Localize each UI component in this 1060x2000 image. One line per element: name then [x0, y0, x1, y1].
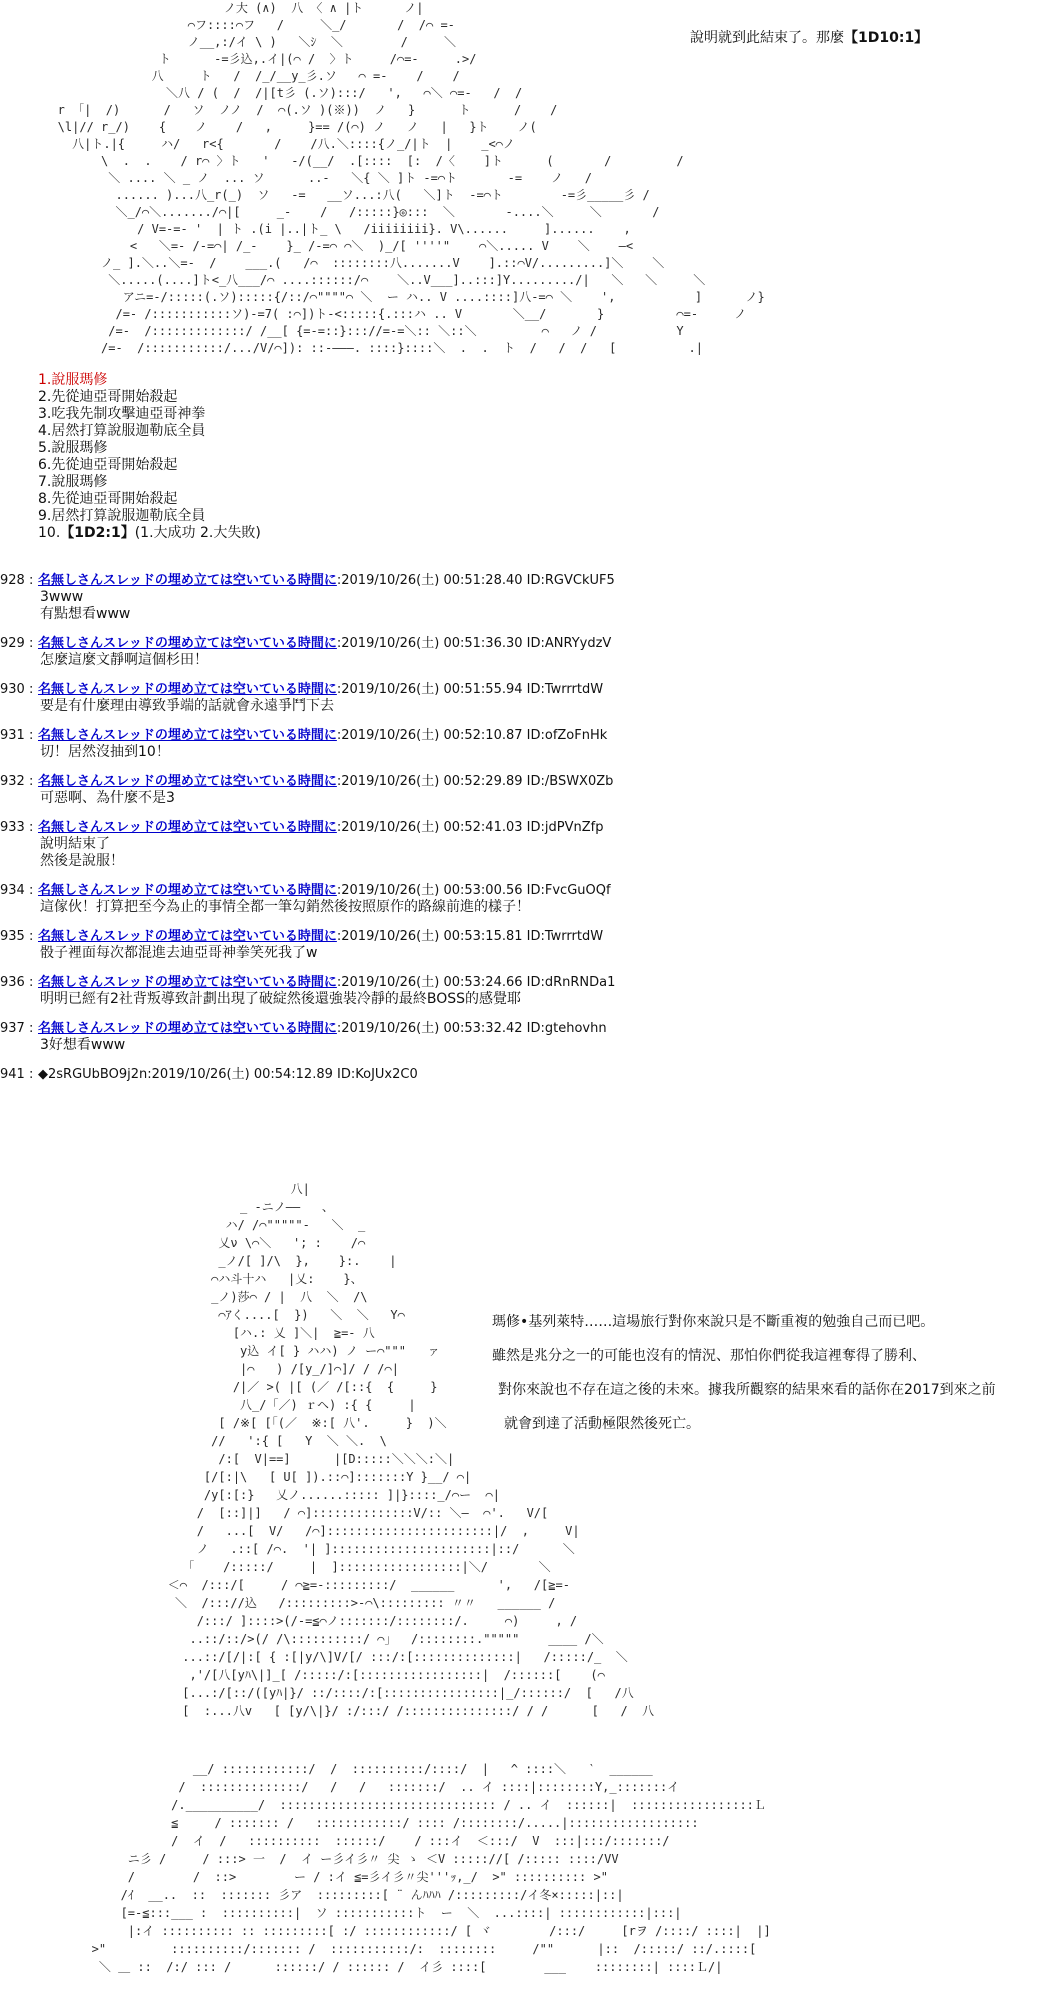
post-author-link[interactable]: 名無しさんスレッドの埋め立ては空いている時間に	[38, 975, 337, 990]
post-header	[0, 975, 1060, 991]
post-body	[0, 945, 1060, 962]
narration-text	[492, 1305, 996, 1441]
post-body	[0, 899, 1060, 916]
post-meta: :2019/10/26(土) 00:53:24.66 ID:dRnRNDa1	[336, 975, 616, 990]
top-note-dice: 【1D10:1】	[844, 30, 929, 46]
post-number[interactable]: 935 :	[0, 929, 34, 944]
post-header	[0, 636, 1060, 652]
post-body	[0, 1037, 1060, 1054]
post-line: 這傢伙！打算把至今為止的事情全都一筆勾銷然後按照原作的路線前進的樣子！	[40, 899, 530, 915]
post-body	[0, 589, 1060, 623]
post-number[interactable]: 937 :	[0, 1021, 34, 1036]
post-author-link[interactable]: 名無しさんスレッドの埋め立ては空いている時間に	[38, 774, 337, 789]
post-header	[0, 774, 1060, 790]
post	[0, 728, 1060, 761]
top-note-text: 說明就到此結束了。那麼	[690, 30, 844, 46]
post-author-link[interactable]: 名無しさんスレッドの埋め立ては空いている時間に	[38, 929, 337, 944]
post-number[interactable]: 936 :	[0, 975, 34, 990]
post-line: 3www	[40, 589, 84, 605]
post	[0, 774, 1060, 807]
post-number[interactable]: 941 :	[0, 1067, 34, 1082]
top-note	[690, 30, 928, 47]
post-author-link[interactable]: 名無しさんスレッドの埋め立ては空いている時間に	[38, 728, 337, 743]
post-line: 說明結束了	[40, 836, 110, 852]
choice-item-10	[38, 525, 261, 542]
post-header	[0, 1021, 1060, 1037]
narration-line: 對你來說也不存在這之後的未來。據我所觀察的結果來看的話你在2017到來之前	[498, 1382, 996, 1398]
post-header	[0, 573, 1060, 589]
post	[0, 573, 1060, 623]
post-line: 骰子裡面每次都混進去迪亞哥神拳笑死我了w	[40, 945, 318, 961]
post-meta: :2019/10/26(土) 00:51:55.94 ID:TwrrrtdW	[336, 682, 604, 697]
post-author-link[interactable]: 名無しさんスレッドの埋め立ては空いている時間に	[38, 636, 337, 651]
post	[0, 975, 1060, 1008]
post-author-link[interactable]: 名無しさんスレッドの埋め立ては空いている時間に	[38, 682, 337, 697]
post-number[interactable]: 932 :	[0, 774, 34, 789]
post-meta: :2019/10/26(土) 00:53:00.56 ID:FvcGuOQf	[336, 883, 611, 898]
choice-list	[38, 372, 261, 542]
post-meta: :2019/10/26(土) 00:52:29.89 ID:/BSWX0Zb	[336, 774, 614, 789]
post-line: 要是有什麼理由導致爭端的話就會永遠爭鬥下去	[40, 698, 334, 714]
post-header	[0, 728, 1060, 744]
post-meta: :2019/10/26(土) 00:53:15.81 ID:TwrrrtdW	[336, 929, 604, 944]
post-line: 可惡啊、為什麼不是3	[40, 790, 175, 806]
post-header	[0, 1067, 1060, 1083]
post-number[interactable]: 930 :	[0, 682, 34, 697]
post-body	[0, 790, 1060, 807]
post-author-link[interactable]: 名無しさんスレッドの埋め立ては空いている時間に	[38, 1021, 337, 1036]
post-line: 然後是說服！	[40, 853, 124, 869]
choice-10-suffix: (1.大成功 2.大失敗)	[134, 525, 261, 541]
post-line: 切！居然沒抽到10！	[40, 744, 170, 760]
choice-10-prefix: 10.	[38, 525, 61, 541]
ascii-art-top: ノ大 (∧) 八 〈 ∧ |ト ノ| ⌒フ::::⌒フ / ＼_/ / /⌒ =- ノ__,:/イ \ ) ＼ｼ ＼ / ＼ ト -=彡込,.イ|(⌒ / 〉ト /⌒=- .>/ 八 ト / /_/__y_彡.ソ ⌒ =- / / ＼八 / ( / /|[t彡 (.ソ):::/ ', ⌒＼ ⌒=- / / r 「| /) / ソ ノノ / ⌒(.ソ )(※)) ノ } ト / / \l|// r_/) { ノ / , }== /(⌒) ノ ノ | }ト ノ( 八|ト.|{ ハ/ r<{ / /八.＼::::{ノ_/|ト | _<⌒ノ \ . . / r⌒ 〉ト ' -/(__/ .[:::: [: /〈 ]ト ( / / ＼ .... ＼ _ ノ ... ソ ..- ＼{ ＼ ]ト -=⌒ト -= ノ / ...... )...八_r(_) ソ -= __ソ...:八( ＼]ト -=⌒ト -=彡_____彡 / ＼_/⌒＼......./⌒|[ _- / /:::::}◎::: ＼ -....＼ ＼ / / V=-=- ' | ト .(i |..|ト_ \ /iiiiiiii}. V\...... ]...... , < ＼=- /-=⌒| /_- }_ /-=⌒ ⌒＼ )_/[ ''''" ⌒＼..... V ＼ —< ノ_ ].＼..＼=- / ___.( /⌒ ::::::::八.......V ].::⌒V/.........]＼ ＼ ＼.....(....]ト<_八___/⌒ ....::::::/⌒ ＼..V___]..:::]Y........./| ＼ ＼ ＼ アニ=-/:::::(.ソ):::::{/::/⌒""""⌒ ＼ ー ハ.. V ....::::]八-=⌒ ＼ ', ] ノ} /=- /:::::::::::ソ)-=7( :⌒])ト-<:::::{.:::ハ .. V ＼__/ } ⌒=- ノ /=- /:::::::::::::/ /__[ {=-=::}::://=-=＼:: ＼::＼ ⌒ ノ / Y /=- /:::::::::::/.../V/⌒]): ::-———. ::::}::::＼ . . ト / / / [ .|	[57, 1, 765, 355]
choice-item: 7.說服瑪修	[38, 474, 108, 490]
post-author-link[interactable]: 名無しさんスレッドの埋め立ては空いている時間に	[38, 883, 337, 898]
post	[0, 682, 1060, 715]
post	[0, 883, 1060, 916]
post-header	[0, 929, 1060, 945]
post-author-link[interactable]: 名無しさんスレッドの埋め立ては空いている時間に	[38, 573, 337, 588]
narration-line: 雖然是兆分之一的可能也沒有的情況、那怕你們從我這裡奪得了勝利、	[492, 1348, 926, 1364]
choice-item: 3.吃我先制攻擊迪亞哥神拳	[38, 406, 206, 422]
post-meta: :2019/10/26(土) 00:53:32.42 ID:gtehovhn	[336, 1021, 607, 1036]
choice-10-dice: 【1D2:1】	[60, 525, 135, 541]
post-line: 明明已經有2社背叛導致計劃出現了破綻然後還強裝冷靜的最終BOSS的感覺耶	[40, 991, 522, 1007]
post-meta: :2019/10/26(土) 00:51:28.40 ID:RGVCkUF5	[336, 573, 615, 588]
choice-item: 1.說服瑪修	[38, 372, 108, 388]
choice-item: 8.先從迪亞哥開始殺起	[38, 491, 178, 507]
post-body	[0, 836, 1060, 870]
post	[0, 636, 1060, 669]
post	[0, 820, 1060, 870]
post-meta: :2019/10/26(土) 00:52:10.87 ID:ofZoFnHk	[336, 728, 608, 743]
post-body	[0, 991, 1060, 1008]
post-meta: :2019/10/26(土) 00:51:36.30 ID:ANRYydzV	[336, 636, 612, 651]
post-number[interactable]: 933 :	[0, 820, 34, 835]
post-number[interactable]: 934 :	[0, 883, 34, 898]
post-line: 3好想看www	[40, 1037, 126, 1053]
post-author	[0, 1067, 1060, 1083]
post-body	[0, 652, 1060, 669]
narration-line: 就會到達了活動極限然後死亡。	[504, 1416, 700, 1432]
ascii-art-character: 八| _ -ニノ—— 、 ハ/ /⌒"""""- ＼ _ 乂ν \⌒＼ '; : /⌒ _ノ/[ ]/\ }, }:. | ⌒ハ斗十ハ |乂: }、 _ノ)莎⌒ / | 八 ＼ /\ ⌒ｱく....[ }) ＼ ＼ Y⌒ [ハ.: 乂 ]＼| ≧=- 八 y込 イ[ } ハハ) ノ ー⌒""" ァ |⌒ ) /[y_/]⌒]/ / /⌒| /|／ >( |[ (／ /[::{ { } 八_/「／) ｒヘ) :{ { | [ /※[ [「(／ ※:[ 八'. } )＼ // ':{ [ Y ＼ ＼. \ /:[ V|==] |[D:::::＼＼＼:＼| [/[:|\ [ U[ ]).::⌒]:::::::Y }__/ ⌒| /y[:[:} 乂ノ......::::: ]|}::::_/⌒ー ⌒| / [::]|] / ⌒]::::::::::::::V/:: ＼— ⌒'. V/[ / ...[ V/ /⌒]:::::::::::::::::::::::|/ , V| ノ .::[ /⌒. '| ]::::::::::::::::::::::|::/ ＼ 「 /:::::/ | ]:::::::::::::::::|＼/ ＼ ＜⌒ /:::/[ / ⌒≧=-:::::::::/ ______ ', /[≧=- ＼ /::://込 /:::::::::>-⌒\::::::::: 〃〃 ______ / /:::/ ]::::>(/-=≦⌒ノ:::::::/::::::::/. ⌒) , / ..::/::/>(/ /\::::::::::/ ⌒」 /::::::::.""""" ____ /＼ ...::/[/|:[ { :[|y/\]V/[/ :::/:[::::::::::::::| /:::::/_ ＼ ,'/[八[yﾊ\|]_[ /:::::/:[:::::::::::::::::| /::::::[ (⌒ [...:/[::/([yﾊ|}/ ::/::::/:[::::::::::::::::|_/::::::/ [ /八 [ :...八v [ [y/\|}/ :/:::/ /:::::::::::::::/ / / [ / 八	[167, 1182, 655, 1718]
choice-item: 5.說服瑪修	[38, 440, 108, 456]
post	[0, 929, 1060, 962]
post-meta: :2019/10/26(土) 00:54:12.89 ID:KoJUx2C0	[147, 1067, 418, 1082]
choice-item: 6.先從迪亞哥開始殺起	[38, 457, 178, 473]
ascii-art-bottom: __/ ::::::::::::/ / ::::::::::/::::/ | ^ ::::＼ ‵ ______ / ::::::::::::::/ / / :::::::/ .. イ ::::|::::::::Y,_:::::::イ /.__________/ :::::::::::::::::::::::::::::: / .. イ ::::::| :::::::::::::::::Ｌ ≦ / ::::::: / ::::::::::::/ :::: /::::::::/.....|:::::::::::::::::: / イ / :::::::::: ::::::/ / :::イ ＜:::/ V :::|:::/:::::::/ ニ彡 / / :::> 一 / イ ー彡イ彡〃 尖 ゝ ＜V ::::://[ /::::: ::::/VV / / ::> ー / :イ ≦=彡イ彡〃尖'''ｯ,_/ >" :::::::::: >" /ｲ __.. :: ::::::: 彡ア :::::::::[ ¨ んﾊﾊﾊ /:::::::::/イ冬×:::::|::| [=-≦:::___ : ::::::::::| ソ :::::::::::ト ー ＼ ...::::| ::::::::::::|:::| |:イ :::::::::: :: :::::::::[ :/ ::::::::::::/ [ ヾ /:::/ [rヲ /::::/ ::::| |] >" ::::::::::/::::::: / :::::::::::/: :::::::: /"" |:: /:::::/ ::/.::::[ ＼ ＿ :: /:/ ::: / ::::::/ / :::::: / イ彡 ::::[ ___ ::::::::| ::::Ｌ/|	[91, 1762, 771, 1974]
narration-line: 瑪修•基列萊特……這場旅行對你來說只是不斷重複的勉強自己而已吧。	[492, 1314, 935, 1330]
post-number[interactable]: 928 :	[0, 573, 34, 588]
post-line: 怎麼這麼文靜啊這個杉田！	[40, 652, 208, 668]
post-number[interactable]: 929 :	[0, 636, 34, 651]
choice-item: 2.先從迪亞哥開始殺起	[38, 389, 178, 405]
post-list	[0, 573, 1060, 1096]
post-author-trip: ◆2sRGUbBO9j2n	[38, 1067, 148, 1082]
post-body	[0, 698, 1060, 715]
post-body	[0, 744, 1060, 761]
post-line: 有點想看www	[40, 606, 131, 622]
post-header	[0, 883, 1060, 899]
post-header	[0, 682, 1060, 698]
post-meta: :2019/10/26(土) 00:52:41.03 ID:jdPVnZfp	[336, 820, 604, 835]
post	[0, 1021, 1060, 1054]
post-author-link[interactable]: 名無しさんスレッドの埋め立ては空いている時間に	[38, 820, 337, 835]
post-number[interactable]: 931 :	[0, 728, 34, 743]
choice-item: 4.居然打算說服迦勒底全員	[38, 423, 206, 439]
choice-item: 9.居然打算說服迦勒底全員	[38, 508, 206, 524]
post-header	[0, 820, 1060, 836]
